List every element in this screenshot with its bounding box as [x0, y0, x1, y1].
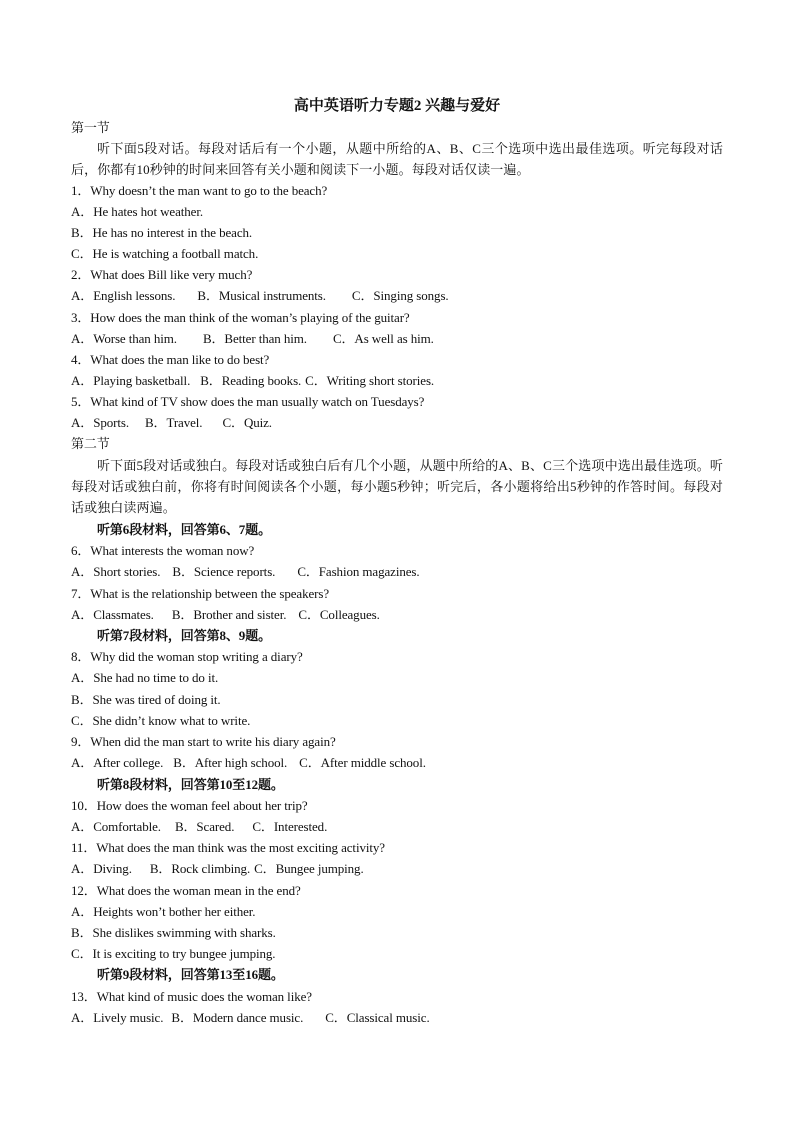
question-10-option-b: B．Scared. [174, 819, 235, 834]
question-7-option-c: C．Colleagues. [298, 607, 380, 622]
question-13-option-a: A．Lively music. [71, 1010, 164, 1025]
question-2-stem: 2．What does Bill like very much? [71, 267, 253, 282]
question-8-option-a: A．She had no time to do it. [71, 670, 219, 685]
question-12-option-a: A．Heights won’t bother her either. [71, 904, 256, 919]
question-1-stem: 1．Why doesn’t the man want to go to the beach? [71, 183, 328, 198]
question-9-option-a: A．After college. [71, 755, 164, 770]
question-10-options [71, 816, 723, 837]
question-6-option-c: C．Fashion magazines. [297, 564, 420, 579]
question-3-option-c: C．As well as him. [332, 331, 434, 346]
question-1-option-b: B．He has no interest in the beach. [71, 225, 253, 240]
question-4-stem: 4．What does the man like to do best? [71, 352, 270, 367]
question-3-option-a: A．Worse than him. [71, 331, 177, 346]
question-13-stem: 13．What kind of music does the woman like? [71, 989, 312, 1004]
question-7-options [71, 604, 723, 625]
question-11-option-a: A．Diving. [71, 861, 132, 876]
question-13-option-b: B．Modern dance music. [171, 1010, 304, 1025]
question-4-options [71, 370, 723, 391]
question-3-stem: 3．How does the man think of the woman’s playing of the guitar? [71, 310, 410, 325]
question-13-option-c: C．Classical music. [325, 1010, 430, 1025]
question-10-option-c: C．Interested. [252, 819, 328, 834]
question-7-option-b: B．Brother and sister. [171, 607, 287, 622]
question-5-option-b: B．Travel. [144, 415, 203, 430]
question-8-option-b: B．She was tired of doing it. [71, 692, 221, 707]
heading-passage-9: 听第9段材料，回答第13至16题。 [97, 967, 284, 982]
heading-passage-7: 听第7段材料，回答第8、9题。 [97, 628, 272, 643]
question-11-stem: 11．What does the man think was the most exciting activity? [71, 840, 385, 855]
question-1-option-c: C．He is watching a football match. [71, 246, 259, 261]
question-4-option-a: A．Playing basketball. [71, 373, 191, 388]
section-1-instructions: 听下面5段对话。每段对话后有一个小题，从题中所给的A、B、C三个选项中选出最佳选项。听完每段对话后，你都有10秒钟的时间来回答有关小题和阅读下一小题。每段对话仅读一遍。 [71, 141, 723, 177]
question-6-option-a: A．Short stories. [71, 564, 161, 579]
question-11-option-c: C．Bungee jumping. [254, 861, 364, 876]
question-6-options [71, 561, 723, 582]
question-2-options [71, 285, 723, 306]
question-12-option-c: C．It is exciting to try bungee jumping. [71, 946, 276, 961]
question-3-option-b: B．Better than him. [202, 331, 307, 346]
section-1-label: 第一节 [71, 120, 110, 135]
heading-passage-8: 听第8段材料，回答第10至12题。 [97, 777, 284, 792]
question-3-options [71, 328, 723, 349]
question-11-options [71, 858, 723, 879]
page-title: 高中英语听力专题2 兴趣与爱好 [293, 98, 501, 114]
question-8-option-c: C．She didn’t know what to write. [71, 713, 251, 728]
heading-passage-6: 听第6段材料，回答第6、7题。 [97, 522, 272, 537]
question-2-option-b: B．Musical instruments. [197, 288, 326, 303]
question-7-stem: 7．What is the relationship between the speakers? [71, 586, 329, 601]
question-4-option-c: C．Writing short stories. [305, 373, 435, 388]
question-2-option-a: A．English lessons. [71, 288, 176, 303]
question-12-option-b: B．She dislikes swimming with sharks. [71, 925, 276, 940]
question-12-stem: 12．What does the woman mean in the end? [71, 883, 301, 898]
question-9-option-b: B．After high school. [173, 755, 288, 770]
question-5-options [71, 412, 723, 433]
question-13-options [71, 1007, 723, 1028]
question-1-option-a: A．He hates hot weather. [71, 204, 203, 219]
question-9-stem: 9．When did the man start to write his diary again? [71, 734, 336, 749]
section-2-instructions: 听下面5段对话或独白。每段对话或独白后有几个小题，从题中所给的A、B、C三个选项中选出最佳选项。听每段对话或独白前，你将有时间阅读各个小题，每小题5秒钟；听完后，各小题将给出5秒钟的作答时间。每段对话或独白读两遍。 [71, 458, 723, 515]
section-2-label: 第二节 [71, 436, 110, 451]
question-10-stem: 10．How does the woman feel about her trip? [71, 798, 308, 813]
question-4-option-b: B．Reading books. [200, 373, 302, 388]
question-7-option-a: A．Classmates. [71, 607, 154, 622]
question-5-option-a: A．Sports. [71, 415, 129, 430]
question-9-options [71, 752, 723, 773]
question-6-option-b: B．Science reports. [172, 564, 276, 579]
question-6-stem: 6．What interests the woman now? [71, 543, 255, 558]
question-11-option-b: B．Rock climbing. [149, 861, 251, 876]
question-5-stem: 5．What kind of TV show does the man usually watch on Tuesdays? [71, 394, 425, 409]
question-8-stem: 8．Why did the woman stop writing a diary? [71, 649, 303, 664]
question-10-option-a: A．Comfortable. [71, 819, 161, 834]
question-9-option-c: C．After middle school. [299, 755, 426, 770]
question-2-option-c: C．Singing songs. [351, 288, 449, 303]
question-5-option-c: C．Quiz. [222, 415, 272, 430]
